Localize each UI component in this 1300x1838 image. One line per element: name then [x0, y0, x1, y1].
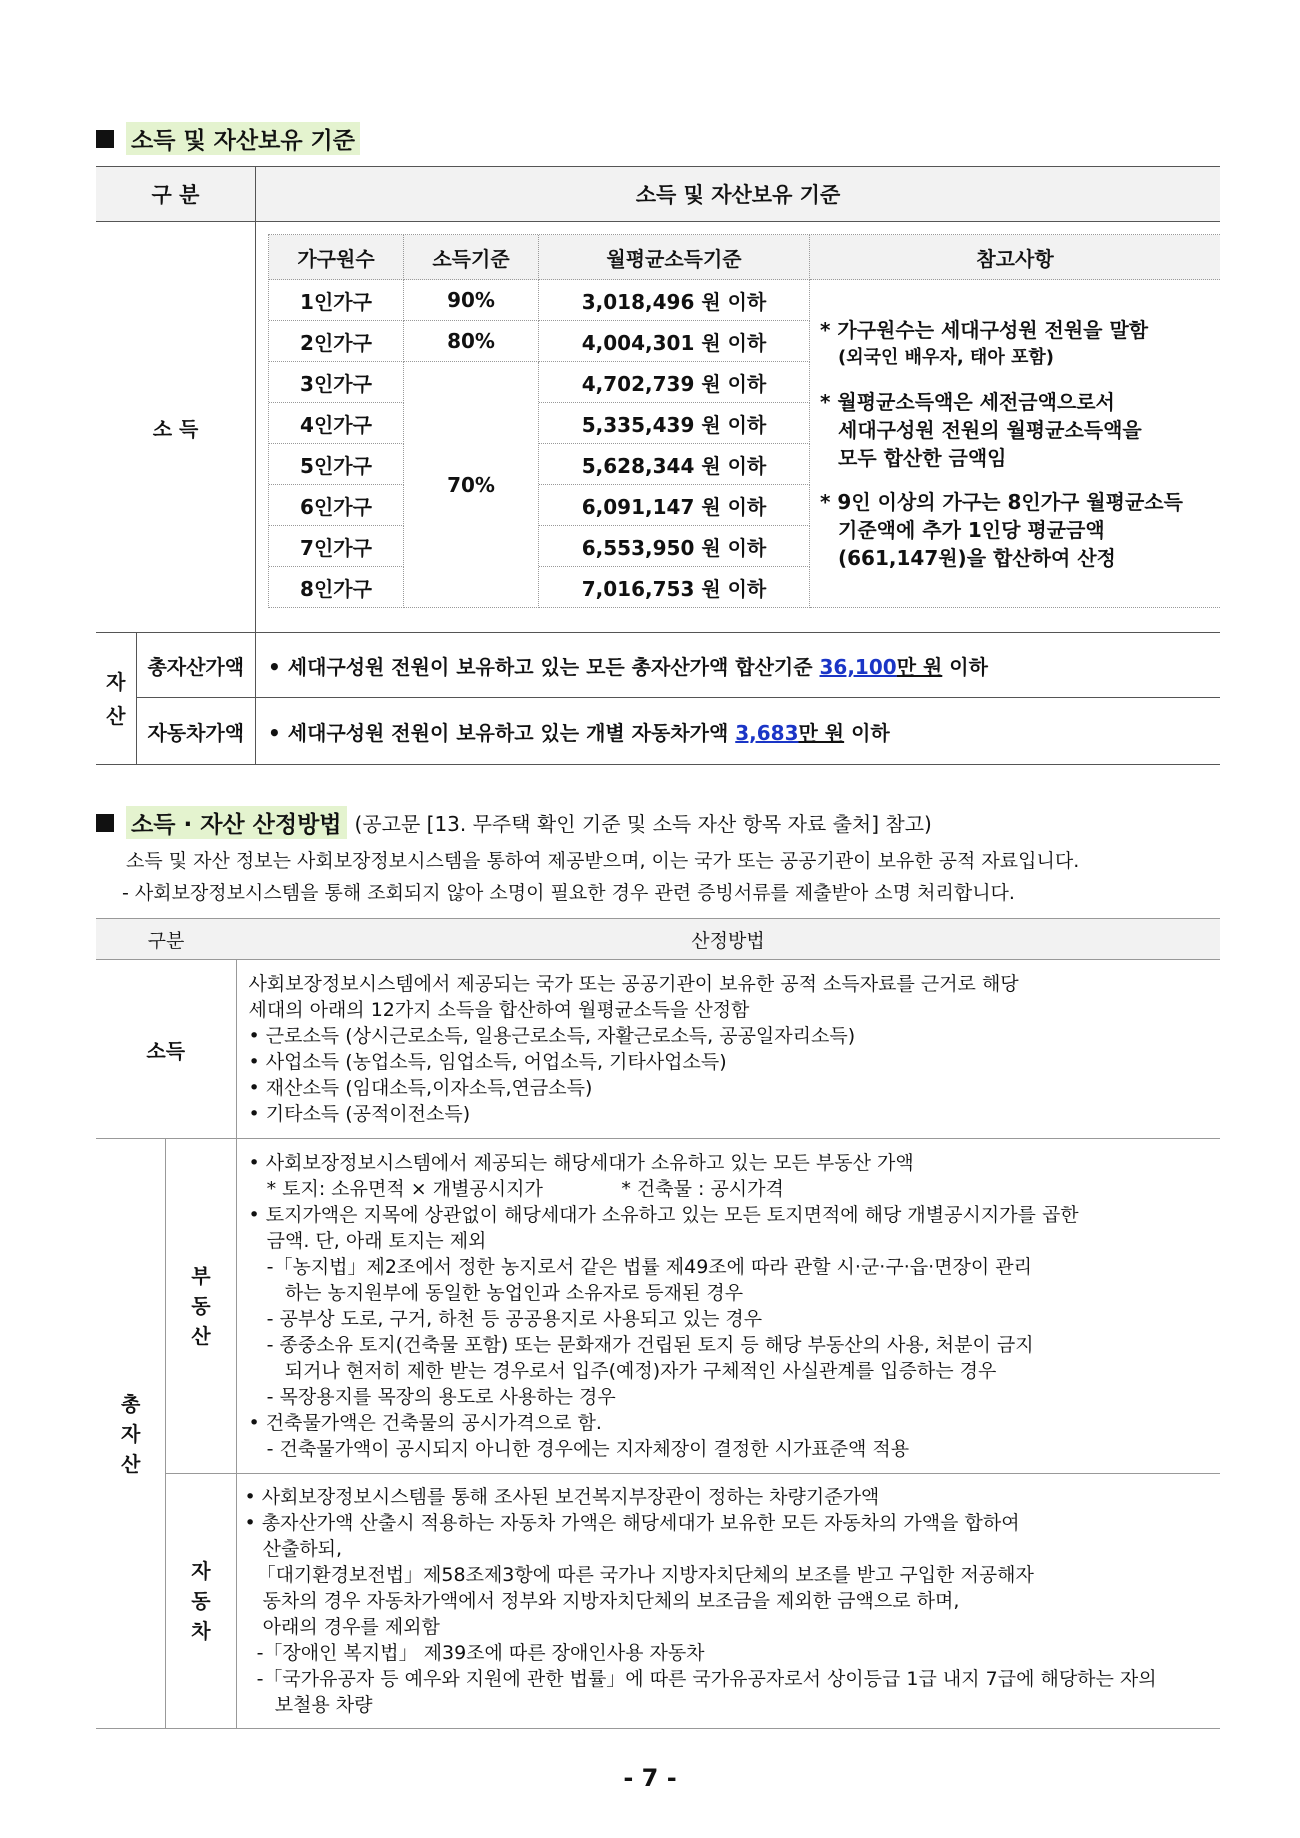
method-line: 산출하되, — [244, 1538, 343, 1560]
note-item — [820, 488, 1220, 572]
method-line: -「국가유공자 등 예우와 지원에 관한 법률」에 따른 국가유공자로서 상이등급 1급 내지 7급에 해당하는 자의 — [244, 1668, 1157, 1690]
real-estate-label-text: 부 동 산 — [191, 1264, 211, 1348]
monthly-income-limit: 7,016,753 원 이하 — [539, 567, 810, 608]
note-line: 세대구성원 전원의 월평균소득액을 — [838, 417, 1142, 442]
household-size: 3인가구 — [269, 362, 404, 403]
section2-subtitle: (공고문 [13. 무주택 확인 기준 및 소득 자산 항목 자료 출처] 참고) — [354, 812, 932, 836]
household-size: 5인가구 — [269, 444, 404, 485]
method-line: • 사회보장정보시스템를 통해 조사된 보건복지부장관이 정하는 차량기준가액 — [244, 1486, 880, 1508]
vehicle-method — [236, 1474, 1220, 1729]
household-size: 7인가구 — [269, 526, 404, 567]
note-line: * 가구원수는 세대구성원 전원을 말함 — [820, 317, 1149, 342]
monthly-income-limit: 6,091,147 원 이하 — [539, 485, 810, 526]
income-label: 소득 — [96, 960, 236, 1139]
method-line: 사회보장정보시스템에서 제공되는 국가 또는 공공기관이 보유한 공적 소득자료를 근거로 해당 — [248, 973, 1019, 995]
note-line: (외국인 배우자, 태아 포함) — [838, 346, 1054, 368]
note-item — [820, 316, 1220, 372]
method-line: - 종중소유 토지(건축물 포함) 또는 문화재가 건립된 토지 등 해당 부동산의 사용, 처분이 금지 — [248, 1334, 1034, 1356]
income-ratio-merged: 70% — [404, 362, 539, 608]
income-col-header: 가구원수 — [269, 235, 404, 280]
income-method-lines — [249, 971, 1209, 1127]
section2-title: 소득 · 자산 산정방법 (공고문 [13. 무주택 확인 기준 및 소득 자산 항목 자료 출처] 참고) — [96, 806, 932, 839]
asset-label-text: 자 산 — [106, 669, 126, 728]
total-asset-label: 총자산가액 — [136, 633, 256, 698]
note-item — [820, 388, 1220, 472]
method-line: 금액. 단, 아래 토지는 제외 — [248, 1230, 487, 1252]
income-ratio: 80% — [404, 321, 539, 362]
note-line: (661,147원)을 합산하여 산정 — [838, 545, 1116, 570]
vehicle-asset-criteria: • 세대구성원 전원이 보유하고 있는 개별 자동차가액 3,683만 원 이하 — [256, 698, 1221, 765]
note-line: * 월평균소득액은 세전금액으로서 — [820, 389, 1115, 414]
square-bullet-icon — [96, 814, 114, 832]
real-estate-method-lines — [249, 1150, 1209, 1462]
household-size: 8인가구 — [269, 567, 404, 608]
income-threshold-table — [268, 234, 1220, 608]
table-row — [269, 280, 1220, 321]
monthly-income-limit: 5,628,344 원 이하 — [539, 444, 810, 485]
note-line: * 9인 이상의 가구는 8인가구 월평균소득 — [820, 489, 1183, 514]
total-asset-label — [96, 1139, 166, 1729]
income-asset-criteria-table — [96, 166, 1220, 765]
header-category: 구 분 — [96, 167, 256, 222]
vehicle-asset-value: 3,683 — [735, 720, 799, 745]
method-line: -「농지법」제2조에서 정한 농지로서 같은 법률 제49조에 따라 관할 시·군·구·읍·면장이 관리 — [248, 1256, 1032, 1278]
method-line: 하는 농지원부에 동일한 농업인과 소유자로 등재된 경우 — [248, 1282, 744, 1304]
asset-label — [96, 633, 136, 765]
method-line: 되거나 현저히 제한 받는 경우로서 입주(예정)자가 구체적인 사실관계를 입증하는 경우 — [248, 1360, 997, 1382]
header-criteria: 소득 및 자산보유 기준 — [256, 167, 1221, 222]
method-line: -「장애인 복지법」 제39조에 따른 장애인사용 자동차 — [244, 1642, 705, 1664]
method-line: • 토지가액은 지목에 상관없이 해당세대가 소유하고 있는 모든 토지면적에 해당 개별공시지가를 곱한 — [248, 1204, 1079, 1226]
method-line: 보철용 차량 — [244, 1694, 373, 1716]
total-asset-label-text: 총 자 산 — [120, 1391, 141, 1476]
household-size: 2인가구 — [269, 321, 404, 362]
method-line: 아래의 경우를 제외함 — [244, 1616, 440, 1638]
monthly-income-limit: 4,702,739 원 이하 — [539, 362, 810, 403]
note-line: 기준액에 추가 1인당 평균금액 — [838, 517, 1105, 542]
real-estate-method — [236, 1139, 1220, 1474]
method-line: • 총자산가액 산출시 적용하는 자동차 가액은 해당세대가 보유한 모든 자동차의 가액을 합하여 — [244, 1512, 1020, 1534]
income-col-header: 참고사항 — [810, 235, 1220, 280]
square-bullet-icon — [96, 130, 114, 148]
income-col-header: 소득기준 — [404, 235, 539, 280]
method-line: • 기타소득 (공적이전소득) — [248, 1103, 471, 1125]
total-asset-value: 36,100 — [819, 654, 897, 679]
income-method — [236, 960, 1220, 1139]
total-asset-criteria: • 세대구성원 전원이 보유하고 있는 모든 총자산가액 합산기준 36,100만 원 이하 — [256, 633, 1221, 698]
method-line: 「대기환경보전법」제58조제3항에 따른 국가나 지방자치단체의 보조를 받고 구입한 저공해자 — [244, 1564, 1034, 1586]
page-number: - 7 - — [623, 1764, 677, 1792]
method-line: * 토지: 소유면적 × 개별공시지가 * 건축물 : 공시가격 — [248, 1178, 784, 1200]
method-line: - 건축물가액이 공시되지 아니한 경우에는 지자체장이 결정한 시가표준액 적용 — [248, 1438, 910, 1460]
calculation-method-table — [96, 918, 1220, 1729]
income-col-header: 월평균소득기준 — [539, 235, 810, 280]
note-line: 모두 합산한 금액임 — [838, 445, 1007, 470]
vehicle-asset-label: 자동차가액 — [136, 698, 256, 765]
method-line: • 근로소득 (상시근로소득, 일용근로소득, 자활근로소득, 공공일자리소득) — [248, 1025, 856, 1047]
vehicle-label — [166, 1474, 236, 1729]
monthly-income-limit: 4,004,301 원 이하 — [539, 321, 810, 362]
monthly-income-limit: 6,553,950 원 이하 — [539, 526, 810, 567]
paragraph-2: - 사회보장정보시스템을 통해 조회되지 않아 소명이 필요한 경우 관련 증빙서류를 제출받아 소명 처리합니다. — [122, 882, 1015, 904]
household-size: 6인가구 — [269, 485, 404, 526]
header-method: 산정방법 — [236, 919, 1220, 960]
income-ratio: 90% — [404, 280, 539, 321]
method-line: • 건축물가액은 건축물의 공시가격으로 함. — [248, 1412, 602, 1434]
method-line: • 사회보장정보시스템에서 제공되는 해당세대가 소유하고 있는 모든 부동산 가액 — [248, 1152, 914, 1174]
header-category: 구분 — [96, 919, 236, 960]
household-size: 1인가구 — [269, 280, 404, 321]
method-line: 세대의 아래의 12가지 소득을 합산하여 월평균소득을 산정함 — [248, 999, 750, 1021]
method-line: • 사업소득 (농업소득, 임업소득, 어업소득, 기타사업소득) — [248, 1051, 727, 1073]
monthly-income-limit: 5,335,439 원 이하 — [539, 403, 810, 444]
real-estate-label — [166, 1139, 236, 1474]
method-line: - 공부상 도로, 구거, 하천 등 공공용지로 사용되고 있는 경우 — [248, 1308, 763, 1330]
vehicle-method-lines — [245, 1484, 1209, 1718]
method-line: - 목장용지를 목장의 용도로 사용하는 경우 — [248, 1386, 616, 1408]
household-size: 4인가구 — [269, 403, 404, 444]
notes-cell — [810, 280, 1220, 608]
monthly-income-limit: 3,018,496 원 이하 — [539, 280, 810, 321]
income-label: 소 득 — [96, 222, 256, 633]
vehicle-label-text: 자 동 차 — [191, 1559, 211, 1643]
paragraph-1: 소득 및 자산 정보는 사회보장정보시스템을 통하여 제공받으며, 이는 국가 또는 공공기관이 보유한 공적 자료입니다. — [126, 850, 1080, 872]
method-line: 동차의 경우 자동차가액에서 정부와 지방자치단체의 보조금을 제외한 금액으로 하며, — [244, 1590, 960, 1612]
method-line: • 재산소득 (임대소득,이자소득,연금소득) — [248, 1077, 593, 1099]
section1-title: 소득 및 자산보유 기준 — [96, 122, 360, 155]
